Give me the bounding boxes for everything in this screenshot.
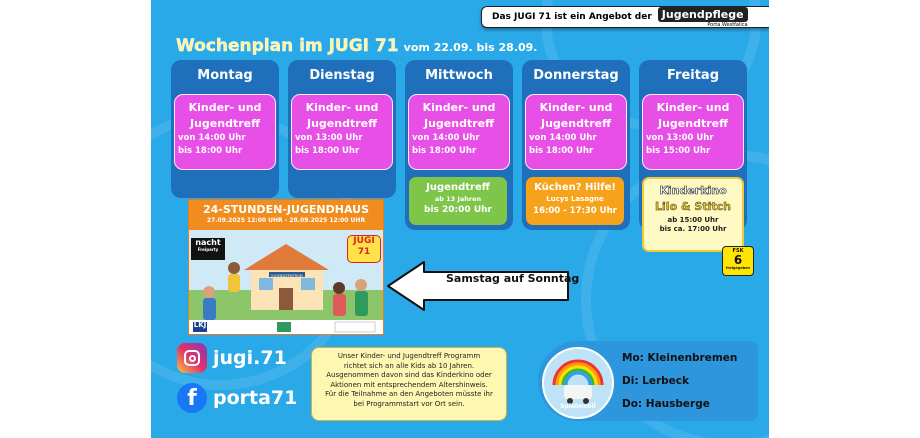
location-thursday: Do: Hausberge: [622, 398, 710, 410]
card-title-line1: Kinder- und: [305, 101, 379, 114]
extra-time: bis 20:00 Uhr: [424, 205, 492, 215]
card-time-to: bis 18:00 Uhr: [529, 146, 594, 156]
spielmobil-logo: Spielmobil: [542, 347, 614, 419]
jugendtreff-card: [291, 94, 393, 170]
sponsor-text: Das JUGI 71 ist ein Angebot der: [492, 12, 652, 22]
kino-title: Kinderkino: [659, 184, 727, 197]
sponsor-banner: [481, 6, 769, 28]
day-name: Mittwoch: [425, 68, 493, 83]
jugendtreff-card: [525, 94, 627, 170]
facebook-icon: f: [177, 383, 207, 413]
jugendhaus-24h-flyer: [188, 199, 384, 335]
arrow-saturday-to-sunday: [386, 260, 580, 316]
location-monday: Mo: Kleinenbremen: [622, 352, 738, 364]
jugendtreff-extra-card: [409, 177, 507, 225]
info-line: bei Programmstart vor Ort sein.: [353, 399, 465, 408]
day-column-mittwoch: [405, 60, 513, 230]
jugendpflege-logo: Jugendpflege Porta Westfalica: [658, 7, 748, 28]
info-line: Aktionen mit entsprechendem Altershinweis.: [330, 380, 488, 389]
info-line: Unser Kinder- und Jugendtreff Programm: [337, 352, 481, 360]
extra-title: Küchen? Hilfe!: [534, 182, 616, 193]
flyer-dates: 27.09.2025 12:00 UHR - 28.09.2025 12:00 UHR: [206, 217, 366, 224]
jugi-71-badge: JUGI 71: [347, 235, 381, 263]
kino-movie: Lilo & Stitch: [655, 200, 731, 213]
house-sign: JUGENDZENTRUM: [271, 274, 303, 278]
card-time-from: von 13:00 Uhr: [295, 133, 363, 143]
jugendtreff-card: [408, 94, 510, 170]
kino-from: ab 15:00 Uhr: [667, 216, 719, 224]
info-line: Für die Teilnahme an den Angeboten müsste ihr: [325, 390, 493, 399]
facebook-handle[interactable]: [177, 383, 297, 413]
flyer-title: 24-STUNDEN-JUGENDHAUS: [203, 203, 369, 216]
page-title: [176, 36, 538, 56]
card-title-line2: Jugendtreff: [189, 117, 261, 130]
extra-sub: Lucys Lasagne: [546, 195, 604, 203]
fsk-6-badge: FSK 6 freigegeben: [722, 246, 754, 276]
instagram-handle[interactable]: [177, 343, 287, 373]
card-title-line1: Kinder- und: [188, 101, 262, 114]
card-title-line2: Jugendtreff: [657, 117, 729, 130]
day-name: Donnerstag: [533, 68, 619, 83]
program-info-box: [311, 347, 507, 421]
info-line: Ausgenommen davon sind das Kinderkino oder: [326, 371, 492, 380]
day-name: Montag: [197, 68, 253, 83]
facebook-name: porta71: [213, 387, 298, 409]
nacht-logo: nacht Freiparty: [191, 238, 225, 260]
day-column-donnerstag: [522, 60, 630, 230]
title-range: vom 22.09. bis 28.09.: [403, 41, 538, 54]
kino-to: bis ca. 17:00 Uhr: [659, 225, 727, 233]
jugendtreff-card: [174, 94, 276, 170]
location-tuesday: Di: Lerbeck: [622, 375, 690, 387]
card-title-line2: Jugendtreff: [423, 117, 495, 130]
title-main: Wochenplan im JUGI 71: [176, 36, 399, 56]
card-time-to: bis 18:00 Uhr: [412, 146, 477, 156]
lkj-logo: LKJ: [193, 321, 207, 329]
day-name: Dienstag: [309, 68, 375, 83]
card-time-from: von 13:00 Uhr: [646, 133, 714, 143]
instagram-name: jugi.71: [213, 347, 287, 369]
left-arrow-icon: [386, 260, 572, 312]
card-time-to: bis 18:00 Uhr: [295, 146, 360, 156]
extra-time: 16:00 - 17:30 Uhr: [533, 206, 617, 216]
jugendtreff-card: [642, 94, 744, 170]
instagram-icon: [177, 343, 207, 373]
arrow-label: Samstag auf Sonntag: [446, 272, 580, 285]
card-title-line2: Jugendtreff: [306, 117, 378, 130]
card-title-line1: Kinder- und: [422, 101, 496, 114]
day-column-dienstag: [288, 60, 396, 198]
card-time-to: bis 18:00 Uhr: [178, 146, 243, 156]
day-column-montag: [171, 60, 279, 198]
card-title-line2: Jugendtreff: [540, 117, 612, 130]
spielmobil-locations: [538, 341, 758, 421]
kinderkino-card: [642, 177, 744, 252]
card-time-from: von 14:00 Uhr: [529, 133, 597, 143]
card-title-line1: Kinder- und: [656, 101, 730, 114]
card-time-to: bis 15:00 Uhr: [646, 146, 711, 156]
flyer-header: [189, 200, 383, 230]
card-title-line1: Kinder- und: [539, 101, 613, 114]
extra-sub: ab 13 Jahren: [434, 195, 482, 203]
extra-title: Jugendtreff: [426, 182, 490, 193]
card-time-from: von 14:00 Uhr: [178, 133, 246, 143]
info-line: richtet sich an alle Kids ab 10 Jahren.: [343, 361, 475, 370]
card-time-from: von 14:00 Uhr: [412, 133, 480, 143]
cooking-card: [526, 177, 624, 225]
weekly-plan-poster: [151, 0, 769, 438]
day-name: Freitag: [666, 68, 720, 83]
